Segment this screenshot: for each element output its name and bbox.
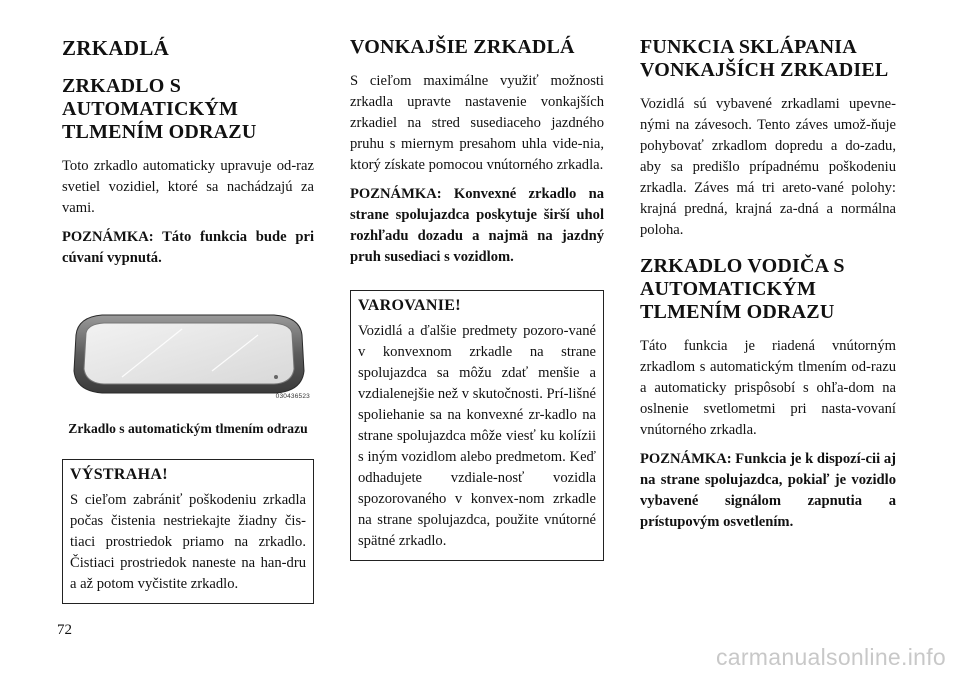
warning-text: Vozidlá a ďalšie predmety pozoro-vané v konvexnom zrkadle na strane spolujazdca sa môžu zdať menšie a vzdialenejšie než v skutočnosti. Prí-lišné spoliehanie sa na konvexné zr-kadlo na strane spolujazdca môže viesť ku kolízii s iným vozidlom alebo predmetom. Keď odhadujete vzdiale-nosť vozidla spozorovaného v konvex-nom zrkadle na strane spolujazdca, použite vnútorné spätné zrkadlo.	[358, 323, 596, 549]
rearview-mirror-illustration	[62, 305, 314, 405]
heading-driver-mirror-dimming: ZRKADLO VODIČA S AUTOMATICKÝM TLMENÍM ODRAZU	[640, 255, 845, 323]
note-reverse: POZNÁMKA: Táto funkcia bude pri cúvaní vypnutá.	[62, 229, 314, 266]
mirror-figure	[62, 305, 314, 413]
heading-outside-mirrors: VONKAJŠIE ZRKADLÁ	[350, 36, 575, 58]
left-column	[62, 30, 314, 604]
caution-title: VÝSTRAHA!	[70, 466, 168, 483]
page-number: 72	[57, 622, 72, 638]
paragraph-outside-mirrors: S cieľom maximálne využiť možnosti zrkadla upravte nastavenie vonkajších zrkadiel na stred susediaceho jazdného pruhu s miernym presahom uhla vide-nia, ktorý získate pomocou vnútorného zrkadla.	[350, 73, 604, 173]
caution-box	[62, 459, 314, 604]
figure-code: 030436523	[275, 393, 310, 400]
section-title: ZRKADLÁ	[62, 36, 170, 60]
warning-box	[350, 290, 604, 561]
watermark: carmanualsonline.info	[715, 644, 946, 670]
caution-text: S cieľom zabrániť poškodeniu zrkadla počas čistenia nestriekajte žiadny čis-tiaci prostriedok priamo na zrkadlo. Čistiaci prostriedok naneste na han-dru a až potom vyčistite zrkadlo.	[70, 492, 306, 592]
paragraph-auto-dimming: Toto zrkadlo automaticky upravuje od-raz svetiel vozidiel, ktoré sa nachádzajú za vami.	[62, 158, 314, 216]
paragraph-folding: Vozidlá sú vybavené zrkadlami upevne-nými na závesoch. Tento záves umož-ňuje pohybovať zrkadlom dopredu a do-zadu, aby sa predišlo prípadnému poškodeniu zrkadla. Záves má tri areto-vané polohy: krajná predná, krajná za-dná a normálna poloha.	[640, 96, 896, 238]
note-convex-mirror: POZNÁMKA: Konvexné zrkadlo na strane spolujazdca poskytuje širší uhol rozhľadu dozadu a najmä na jazdný pruh susediaci s vozidlom.	[350, 186, 604, 265]
middle-column	[350, 30, 604, 561]
warning-title: VAROVANIE!	[358, 297, 461, 314]
heading-auto-dimming-mirror: ZRKADLO S AUTOMATICKÝM TLMENÍM ODRAZU	[62, 75, 257, 143]
right-column	[640, 30, 896, 541]
figure-caption: Zrkadlo s automatickým tlmením odrazu	[68, 421, 308, 436]
paragraph-driver-mirror: Táto funkcia je riadená vnútorným zrkadlom s automatickým tlmením od-razu a automaticky prispôsobí s ohľa-dom na oslnenie svetlometmi pri nasta-vovaní vnútorného zrkadla.	[640, 338, 896, 438]
note-passenger-side: POZNÁMKA: Funkcia je k dispozí-cii aj na strane spolujazdca, pokiaľ je vozidlo vybavené signálom zapnutia a prístupovým osvetlením.	[640, 451, 896, 530]
heading-folding-mirrors: FUNKCIA SKLÁPANIA VONKAJŠÍCH ZRKADIEL	[640, 36, 889, 81]
